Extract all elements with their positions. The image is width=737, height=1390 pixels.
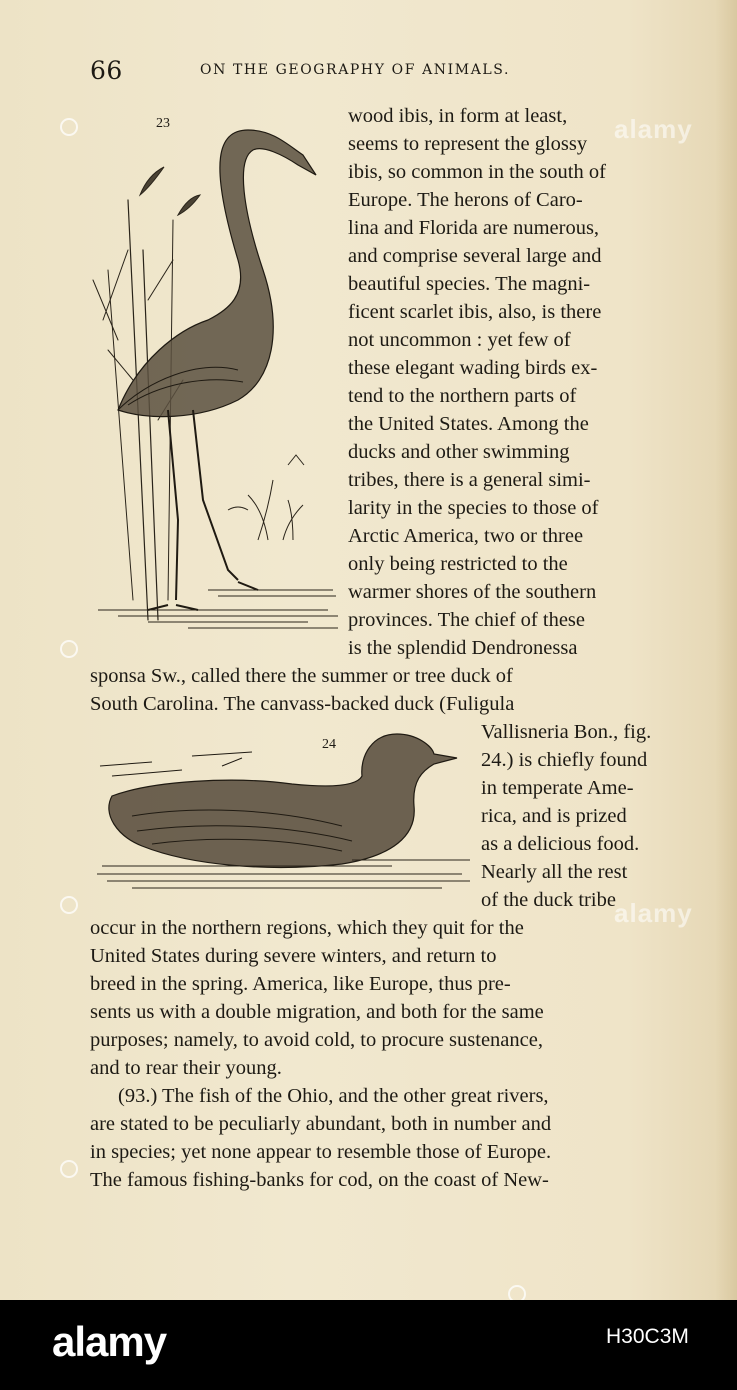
figure-24-label: 24	[322, 737, 336, 752]
figure-23-ibis-engraving	[88, 120, 343, 638]
text-line: is the splendid Dendronessa	[348, 637, 578, 659]
text-line: sponsa Sw., called there the summer or tree duck of	[90, 665, 513, 687]
text-line: breed in the spring. America, like Europe, thus pre-	[90, 973, 511, 995]
text-line: ibis, so common in the south of	[348, 161, 606, 183]
text-line: Europe. The herons of Caro-	[348, 189, 583, 211]
text-line: tend to the northern parts of	[348, 385, 577, 407]
text-line: ficent scarlet ibis, also, is there	[348, 301, 602, 323]
text-line: not uncommon : yet few of	[348, 329, 571, 351]
image-id: H30C3M	[606, 1325, 689, 1348]
text-line: as a delicious food.	[481, 833, 640, 855]
watermark-dot	[60, 896, 78, 914]
text-line: in species; yet none appear to resemble those of Europe.	[90, 1141, 552, 1163]
text-line: wood ibis, in form at least,	[348, 105, 568, 127]
watermark-dot	[60, 1160, 78, 1178]
text-line: lina and Florida are numerous,	[348, 217, 600, 239]
figure-24-duck-engraving	[92, 726, 472, 898]
text-line: Arctic America, two or three	[348, 525, 584, 547]
figure-23-label: 23	[156, 116, 170, 131]
text-line: and to rear their young.	[90, 1057, 282, 1079]
text-line: purposes; namely, to avoid cold, to procure sustenance,	[90, 1029, 543, 1051]
text-line: are stated to be peculiarly abundant, both in number and	[90, 1113, 552, 1135]
text-line: beautiful species. The magni-	[348, 273, 591, 295]
text-line: tribes, there is a general simi-	[348, 469, 591, 491]
text-line: occur in the northern regions, which they quit for the	[90, 917, 524, 939]
text-line: and comprise several large and	[348, 245, 602, 267]
text-line: warmer shores of the southern	[348, 581, 597, 603]
text-line: sents us with a double migration, and both for the same	[90, 1001, 544, 1023]
text-line: the United States. Among the	[348, 413, 589, 435]
text-line: (93.) The fish of the Ohio, and the other great rivers,	[118, 1085, 549, 1107]
text-line: rica, and is prized	[481, 805, 627, 827]
text-line: Nearly all the rest	[481, 861, 628, 883]
text-line: only being restricted to the	[348, 553, 568, 575]
text-line: these elegant wading birds ex-	[348, 357, 598, 379]
text-line: provinces. The chief of these	[348, 609, 585, 631]
watermark-logo: alamy	[614, 898, 693, 928]
text-line: 24.) is chiefly found	[481, 749, 648, 771]
text-line: of the duck tribe	[481, 889, 616, 911]
text-line: in temperate Ame-	[481, 777, 634, 799]
alamy-logo: alamy	[52, 1318, 167, 1365]
text-line: United States during severe winters, and return to	[90, 945, 497, 967]
text-line: seems to represent the glossy	[348, 133, 588, 155]
text-line: The famous fishing-banks for cod, on the coast of New-	[90, 1169, 549, 1191]
text-line: ducks and other swimming	[348, 441, 570, 463]
watermark-logo: alamy	[614, 114, 693, 144]
text-line: larity in the species to those of	[348, 497, 599, 519]
running-head: ON THE GEOGRAPHY OF ANIMALS.	[200, 62, 511, 78]
text-line: South Carolina. The canvass-backed duck (Fuligula	[90, 693, 515, 715]
page-number: 66	[90, 56, 123, 85]
watermark-dot	[60, 640, 78, 658]
text-line: Vallisneria Bon., fig.	[481, 721, 652, 743]
watermark-dot	[60, 118, 78, 136]
